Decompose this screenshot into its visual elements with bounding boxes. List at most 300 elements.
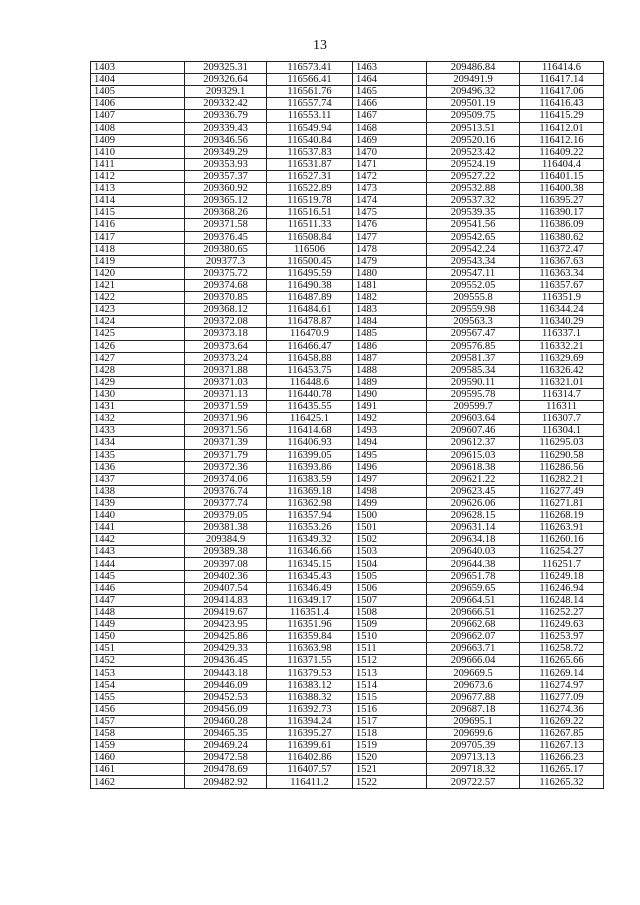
- point-number-cell: 1482: [353, 292, 427, 304]
- y-coordinate-cell: 116416.43: [520, 98, 604, 110]
- point-number-cell: 1408: [91, 122, 185, 134]
- point-number-cell: 1496: [353, 461, 427, 473]
- y-coordinate-cell: 116540.84: [267, 134, 353, 146]
- point-number-cell: 1494: [353, 437, 427, 449]
- y-coordinate-cell: 116268.19: [520, 510, 604, 522]
- point-number-cell: 1467: [353, 110, 427, 122]
- table-row: [91, 195, 604, 207]
- table-row: [91, 170, 604, 182]
- table-row: [91, 643, 604, 655]
- table-row: [91, 679, 604, 691]
- table-row: [91, 703, 604, 715]
- x-coordinate-cell: 209368.26: [185, 207, 267, 219]
- y-coordinate-cell: 116311: [520, 401, 604, 413]
- table-row: [91, 122, 604, 134]
- y-coordinate-cell: 116274.36: [520, 703, 604, 715]
- point-number-cell: 1418: [91, 243, 185, 255]
- point-number-cell: 1475: [353, 207, 427, 219]
- point-number-cell: 1430: [91, 388, 185, 400]
- point-number-cell: 1491: [353, 401, 427, 413]
- y-coordinate-cell: 116553.11: [267, 110, 353, 122]
- y-coordinate-cell: 116372.47: [520, 243, 604, 255]
- y-coordinate-cell: 116258.72: [520, 643, 604, 655]
- point-number-cell: 1415: [91, 207, 185, 219]
- x-coordinate-cell: 209552.05: [427, 279, 520, 291]
- point-number-cell: 1461: [91, 764, 185, 776]
- point-number-cell: 1483: [353, 304, 427, 316]
- table-row: [91, 594, 604, 606]
- x-coordinate-cell: 209371.39: [185, 437, 267, 449]
- point-number-cell: 1499: [353, 497, 427, 509]
- x-coordinate-cell: 209346.56: [185, 134, 267, 146]
- x-coordinate-cell: 209677.88: [427, 691, 520, 703]
- table-row: [91, 473, 604, 485]
- x-coordinate-cell: 209563.3: [427, 316, 520, 328]
- point-number-cell: 1473: [353, 183, 427, 195]
- y-coordinate-cell: 116527.31: [267, 170, 353, 182]
- point-number-cell: 1474: [353, 195, 427, 207]
- point-number-cell: 1503: [353, 546, 427, 558]
- table-row: [91, 388, 604, 400]
- point-number-cell: 1452: [91, 655, 185, 667]
- y-coordinate-cell: 116458.88: [267, 352, 353, 364]
- x-coordinate-cell: 209375.72: [185, 267, 267, 279]
- point-number-cell: 1449: [91, 619, 185, 631]
- y-coordinate-cell: 116295.03: [520, 437, 604, 449]
- x-coordinate-cell: 209524.19: [427, 158, 520, 170]
- point-number-cell: 1501: [353, 522, 427, 534]
- x-coordinate-cell: 209496.32: [427, 86, 520, 98]
- point-number-cell: 1422: [91, 292, 185, 304]
- y-coordinate-cell: 116304.1: [520, 425, 604, 437]
- x-coordinate-cell: 209541.56: [427, 219, 520, 231]
- x-coordinate-cell: 209718.32: [427, 764, 520, 776]
- y-coordinate-cell: 116349.32: [267, 534, 353, 546]
- point-number-cell: 1481: [353, 279, 427, 291]
- point-number-cell: 1466: [353, 98, 427, 110]
- y-coordinate-cell: 116399.05: [267, 449, 353, 461]
- table-row: [91, 292, 604, 304]
- coordinates-table: [90, 61, 604, 789]
- table-row: [91, 110, 604, 122]
- point-number-cell: 1521: [353, 764, 427, 776]
- y-coordinate-cell: 116557.74: [267, 98, 353, 110]
- point-number-cell: 1508: [353, 606, 427, 618]
- point-number-cell: 1414: [91, 195, 185, 207]
- y-coordinate-cell: 116277.09: [520, 691, 604, 703]
- x-coordinate-cell: 209722.57: [427, 776, 520, 788]
- y-coordinate-cell: 116351.4: [267, 606, 353, 618]
- point-number-cell: 1448: [91, 606, 185, 618]
- y-coordinate-cell: 116411.2: [267, 776, 353, 788]
- point-number-cell: 1460: [91, 752, 185, 764]
- point-number-cell: 1428: [91, 364, 185, 376]
- y-coordinate-cell: 116351.9: [520, 292, 604, 304]
- y-coordinate-cell: 116290.58: [520, 449, 604, 461]
- x-coordinate-cell: 209372.36: [185, 461, 267, 473]
- y-coordinate-cell: 116337.1: [520, 328, 604, 340]
- x-coordinate-cell: 209349.29: [185, 146, 267, 158]
- x-coordinate-cell: 209371.79: [185, 449, 267, 461]
- x-coordinate-cell: 209414.83: [185, 594, 267, 606]
- x-coordinate-cell: 209325.31: [185, 62, 267, 74]
- y-coordinate-cell: 116265.66: [520, 655, 604, 667]
- point-number-cell: 1453: [91, 667, 185, 679]
- table-row: [91, 62, 604, 74]
- table-row: [91, 364, 604, 376]
- point-number-cell: 1439: [91, 497, 185, 509]
- x-coordinate-cell: 209634.18: [427, 534, 520, 546]
- point-number-cell: 1443: [91, 546, 185, 558]
- y-coordinate-cell: 116314.7: [520, 388, 604, 400]
- point-number-cell: 1447: [91, 594, 185, 606]
- point-number-cell: 1500: [353, 510, 427, 522]
- y-coordinate-cell: 116400.38: [520, 183, 604, 195]
- table-row: [91, 655, 604, 667]
- point-number-cell: 1427: [91, 352, 185, 364]
- point-number-cell: 1480: [353, 267, 427, 279]
- y-coordinate-cell: 116267.13: [520, 740, 604, 752]
- x-coordinate-cell: 209425.86: [185, 631, 267, 643]
- y-coordinate-cell: 116495.59: [267, 267, 353, 279]
- x-coordinate-cell: 209599.7: [427, 401, 520, 413]
- table-row: [91, 631, 604, 643]
- y-coordinate-cell: 116414.6: [520, 62, 604, 74]
- x-coordinate-cell: 209360.92: [185, 183, 267, 195]
- x-coordinate-cell: 209452.53: [185, 691, 267, 703]
- table-row: [91, 485, 604, 497]
- y-coordinate-cell: 116415.29: [520, 110, 604, 122]
- y-coordinate-cell: 116399.61: [267, 740, 353, 752]
- y-coordinate-cell: 116412.16: [520, 134, 604, 146]
- y-coordinate-cell: 116395.27: [267, 728, 353, 740]
- y-coordinate-cell: 116269.22: [520, 715, 604, 727]
- y-coordinate-cell: 116251.7: [520, 558, 604, 570]
- y-coordinate-cell: 116470.9: [267, 328, 353, 340]
- x-coordinate-cell: 209631.14: [427, 522, 520, 534]
- x-coordinate-cell: 209695.1: [427, 715, 520, 727]
- point-number-cell: 1416: [91, 219, 185, 231]
- table-row: [91, 279, 604, 291]
- x-coordinate-cell: 209407.54: [185, 582, 267, 594]
- point-number-cell: 1485: [353, 328, 427, 340]
- x-coordinate-cell: 209419.67: [185, 606, 267, 618]
- y-coordinate-cell: 116407.57: [267, 764, 353, 776]
- table-row: [91, 146, 604, 158]
- x-coordinate-cell: 209478.69: [185, 764, 267, 776]
- y-coordinate-cell: 116386.09: [520, 219, 604, 231]
- x-coordinate-cell: 209389.38: [185, 546, 267, 558]
- table-row: [91, 776, 604, 788]
- point-number-cell: 1407: [91, 110, 185, 122]
- x-coordinate-cell: 209615.03: [427, 449, 520, 461]
- x-coordinate-cell: 209669.5: [427, 667, 520, 679]
- point-number-cell: 1404: [91, 74, 185, 86]
- y-coordinate-cell: 116490.38: [267, 279, 353, 291]
- point-number-cell: 1504: [353, 558, 427, 570]
- x-coordinate-cell: 209376.74: [185, 485, 267, 497]
- y-coordinate-cell: 116249.63: [520, 619, 604, 631]
- point-number-cell: 1413: [91, 183, 185, 195]
- x-coordinate-cell: 209585.34: [427, 364, 520, 376]
- y-coordinate-cell: 116363.34: [520, 267, 604, 279]
- point-number-cell: 1458: [91, 728, 185, 740]
- x-coordinate-cell: 209644.38: [427, 558, 520, 570]
- point-number-cell: 1514: [353, 679, 427, 691]
- x-coordinate-cell: 209376.45: [185, 231, 267, 243]
- point-number-cell: 1516: [353, 703, 427, 715]
- x-coordinate-cell: 209501.19: [427, 98, 520, 110]
- x-coordinate-cell: 209465.35: [185, 728, 267, 740]
- x-coordinate-cell: 209623.45: [427, 485, 520, 497]
- y-coordinate-cell: 116380.62: [520, 231, 604, 243]
- x-coordinate-cell: 209532.88: [427, 183, 520, 195]
- y-coordinate-cell: 116254.27: [520, 546, 604, 558]
- y-coordinate-cell: 116395.27: [520, 195, 604, 207]
- table-row: [91, 352, 604, 364]
- y-coordinate-cell: 116508.84: [267, 231, 353, 243]
- x-coordinate-cell: 209402.36: [185, 570, 267, 582]
- y-coordinate-cell: 116379.53: [267, 667, 353, 679]
- point-number-cell: 1445: [91, 570, 185, 582]
- x-coordinate-cell: 209520.16: [427, 134, 520, 146]
- x-coordinate-cell: 209513.51: [427, 122, 520, 134]
- y-coordinate-cell: 116537.83: [267, 146, 353, 158]
- table-row: [91, 98, 604, 110]
- y-coordinate-cell: 116346.49: [267, 582, 353, 594]
- y-coordinate-cell: 116414.68: [267, 425, 353, 437]
- y-coordinate-cell: 116394.24: [267, 715, 353, 727]
- point-number-cell: 1412: [91, 170, 185, 182]
- x-coordinate-cell: 209384.9: [185, 534, 267, 546]
- point-number-cell: 1493: [353, 425, 427, 437]
- y-coordinate-cell: 116345.43: [267, 570, 353, 582]
- x-coordinate-cell: 209509.75: [427, 110, 520, 122]
- x-coordinate-cell: 209482.92: [185, 776, 267, 788]
- point-number-cell: 1471: [353, 158, 427, 170]
- y-coordinate-cell: 116487.89: [267, 292, 353, 304]
- x-coordinate-cell: 209429.33: [185, 643, 267, 655]
- point-number-cell: 1487: [353, 352, 427, 364]
- x-coordinate-cell: 209460.28: [185, 715, 267, 727]
- point-number-cell: 1492: [353, 413, 427, 425]
- point-number-cell: 1490: [353, 388, 427, 400]
- x-coordinate-cell: 209576.85: [427, 340, 520, 352]
- x-coordinate-cell: 209607.46: [427, 425, 520, 437]
- y-coordinate-cell: 116282.21: [520, 473, 604, 485]
- y-coordinate-cell: 116349.17: [267, 594, 353, 606]
- x-coordinate-cell: 209673.6: [427, 679, 520, 691]
- table-row: [91, 134, 604, 146]
- point-number-cell: 1423: [91, 304, 185, 316]
- x-coordinate-cell: 209662.07: [427, 631, 520, 643]
- y-coordinate-cell: 116252.27: [520, 606, 604, 618]
- point-number-cell: 1470: [353, 146, 427, 158]
- table-row: [91, 534, 604, 546]
- point-number-cell: 1519: [353, 740, 427, 752]
- x-coordinate-cell: 209371.58: [185, 219, 267, 231]
- y-coordinate-cell: 116369.18: [267, 485, 353, 497]
- x-coordinate-cell: 209368.12: [185, 304, 267, 316]
- y-coordinate-cell: 116326.42: [520, 364, 604, 376]
- y-coordinate-cell: 116478.87: [267, 316, 353, 328]
- point-number-cell: 1498: [353, 485, 427, 497]
- x-coordinate-cell: 209397.08: [185, 558, 267, 570]
- x-coordinate-cell: 209542.65: [427, 231, 520, 243]
- x-coordinate-cell: 209339.43: [185, 122, 267, 134]
- point-number-cell: 1403: [91, 62, 185, 74]
- x-coordinate-cell: 209446.09: [185, 679, 267, 691]
- x-coordinate-cell: 209663.71: [427, 643, 520, 655]
- page-number: 13: [313, 38, 327, 53]
- x-coordinate-cell: 209713.13: [427, 752, 520, 764]
- table-row: [91, 86, 604, 98]
- y-coordinate-cell: 116404.4: [520, 158, 604, 170]
- y-coordinate-cell: 116248.14: [520, 594, 604, 606]
- point-number-cell: 1431: [91, 401, 185, 413]
- x-coordinate-cell: 209371.59: [185, 401, 267, 413]
- table-row: [91, 267, 604, 279]
- x-coordinate-cell: 209373.18: [185, 328, 267, 340]
- y-coordinate-cell: 116340.29: [520, 316, 604, 328]
- table-row: [91, 376, 604, 388]
- x-coordinate-cell: 209612.37: [427, 437, 520, 449]
- x-coordinate-cell: 209687.18: [427, 703, 520, 715]
- x-coordinate-cell: 209472.58: [185, 752, 267, 764]
- point-number-cell: 1505: [353, 570, 427, 582]
- point-number-cell: 1517: [353, 715, 427, 727]
- x-coordinate-cell: 209374.06: [185, 473, 267, 485]
- y-coordinate-cell: 116392.73: [267, 703, 353, 715]
- point-number-cell: 1507: [353, 594, 427, 606]
- point-number-cell: 1520: [353, 752, 427, 764]
- point-number-cell: 1436: [91, 461, 185, 473]
- y-coordinate-cell: 116307.7: [520, 413, 604, 425]
- table-row: [91, 449, 604, 461]
- table-row: [91, 691, 604, 703]
- y-coordinate-cell: 116359.84: [267, 631, 353, 643]
- point-number-cell: 1497: [353, 473, 427, 485]
- y-coordinate-cell: 116519.78: [267, 195, 353, 207]
- point-number-cell: 1484: [353, 316, 427, 328]
- table-row: [91, 340, 604, 352]
- point-number-cell: 1442: [91, 534, 185, 546]
- point-number-cell: 1488: [353, 364, 427, 376]
- x-coordinate-cell: 209542.24: [427, 243, 520, 255]
- point-number-cell: 1463: [353, 62, 427, 74]
- point-number-cell: 1506: [353, 582, 427, 594]
- point-number-cell: 1472: [353, 170, 427, 182]
- y-coordinate-cell: 116332.21: [520, 340, 604, 352]
- y-coordinate-cell: 116277.49: [520, 485, 604, 497]
- y-coordinate-cell: 116409.22: [520, 146, 604, 158]
- y-coordinate-cell: 116417.14: [520, 74, 604, 86]
- point-number-cell: 1411: [91, 158, 185, 170]
- y-coordinate-cell: 116266.23: [520, 752, 604, 764]
- table-row: [91, 413, 604, 425]
- point-number-cell: 1417: [91, 231, 185, 243]
- point-number-cell: 1456: [91, 703, 185, 715]
- y-coordinate-cell: 116522.89: [267, 183, 353, 195]
- point-number-cell: 1432: [91, 413, 185, 425]
- table-row: [91, 546, 604, 558]
- x-coordinate-cell: 209527.22: [427, 170, 520, 182]
- y-coordinate-cell: 116383.59: [267, 473, 353, 485]
- table-row: [91, 570, 604, 582]
- table-row: [91, 328, 604, 340]
- point-number-cell: 1478: [353, 243, 427, 255]
- x-coordinate-cell: 209377.74: [185, 497, 267, 509]
- x-coordinate-cell: 209581.37: [427, 352, 520, 364]
- point-number-cell: 1429: [91, 376, 185, 388]
- y-coordinate-cell: 116367.63: [520, 255, 604, 267]
- x-coordinate-cell: 209666.04: [427, 655, 520, 667]
- y-coordinate-cell: 116511.33: [267, 219, 353, 231]
- point-number-cell: 1450: [91, 631, 185, 643]
- x-coordinate-cell: 209371.03: [185, 376, 267, 388]
- point-number-cell: 1421: [91, 279, 185, 291]
- y-coordinate-cell: 116274.97: [520, 679, 604, 691]
- y-coordinate-cell: 116440.78: [267, 388, 353, 400]
- x-coordinate-cell: 209436.45: [185, 655, 267, 667]
- point-number-cell: 1440: [91, 510, 185, 522]
- point-number-cell: 1515: [353, 691, 427, 703]
- x-coordinate-cell: 209662.68: [427, 619, 520, 631]
- point-number-cell: 1512: [353, 655, 427, 667]
- table-row: [91, 255, 604, 267]
- table-row: [91, 522, 604, 534]
- point-number-cell: 1464: [353, 74, 427, 86]
- point-number-cell: 1511: [353, 643, 427, 655]
- point-number-cell: 1424: [91, 316, 185, 328]
- point-number-cell: 1476: [353, 219, 427, 231]
- y-coordinate-cell: 116267.85: [520, 728, 604, 740]
- y-coordinate-cell: 116346.66: [267, 546, 353, 558]
- point-number-cell: 1410: [91, 146, 185, 158]
- x-coordinate-cell: 209666.51: [427, 606, 520, 618]
- x-coordinate-cell: 209423.95: [185, 619, 267, 631]
- x-coordinate-cell: 209590.11: [427, 376, 520, 388]
- y-coordinate-cell: 116286.56: [520, 461, 604, 473]
- point-number-cell: 1405: [91, 86, 185, 98]
- y-coordinate-cell: 116573.41: [267, 62, 353, 74]
- point-number-cell: 1438: [91, 485, 185, 497]
- x-coordinate-cell: 209371.88: [185, 364, 267, 376]
- table-row: [91, 728, 604, 740]
- point-number-cell: 1486: [353, 340, 427, 352]
- x-coordinate-cell: 209443.18: [185, 667, 267, 679]
- x-coordinate-cell: 209567.47: [427, 328, 520, 340]
- y-coordinate-cell: 116506: [267, 243, 353, 255]
- y-coordinate-cell: 116351.96: [267, 619, 353, 631]
- point-number-cell: 1406: [91, 98, 185, 110]
- point-number-cell: 1468: [353, 122, 427, 134]
- point-number-cell: 1441: [91, 522, 185, 534]
- y-coordinate-cell: 116321.01: [520, 376, 604, 388]
- table-row: [91, 243, 604, 255]
- coordinates-table-body: [91, 62, 604, 789]
- x-coordinate-cell: 209603.64: [427, 413, 520, 425]
- y-coordinate-cell: 116357.67: [520, 279, 604, 291]
- table-row: [91, 715, 604, 727]
- x-coordinate-cell: 209547.11: [427, 267, 520, 279]
- y-coordinate-cell: 116345.15: [267, 558, 353, 570]
- y-coordinate-cell: 116448.6: [267, 376, 353, 388]
- y-coordinate-cell: 116253.97: [520, 631, 604, 643]
- point-number-cell: 1451: [91, 643, 185, 655]
- table-row: [91, 510, 604, 522]
- table-row: [91, 183, 604, 195]
